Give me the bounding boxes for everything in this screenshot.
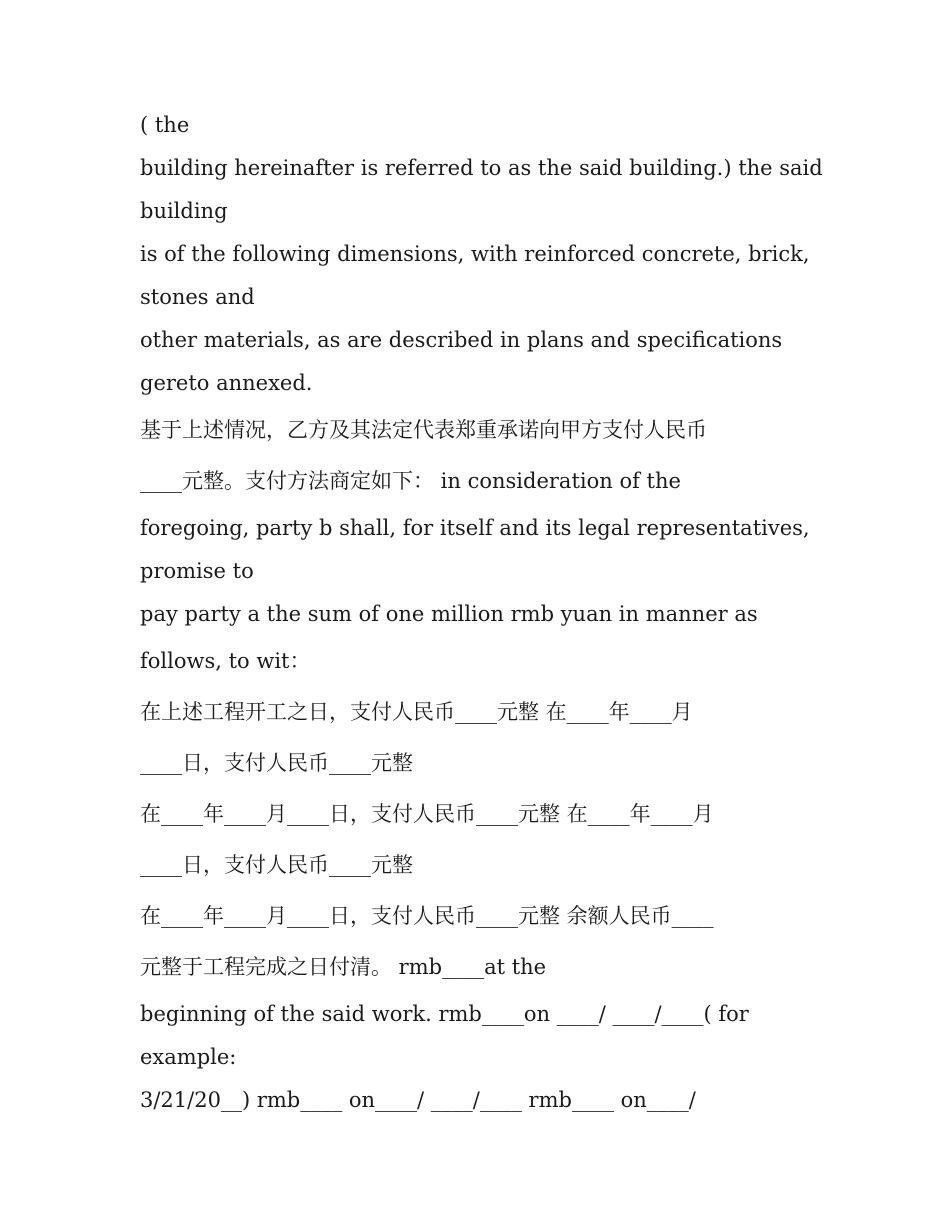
- text-line: 基于上述情况，乙方及其法定代表郑重承诺向甲方支付人民币: [140, 418, 707, 442]
- text-line: 在____年____月____日，支付人民币____元整 余额人民币____: [140, 904, 714, 928]
- text-line: building: [140, 199, 228, 223]
- text-line: 3/21/20__) rmb____ on____/ ____/____ rmb____ on____/: [140, 1088, 696, 1112]
- text-line: stones and: [140, 285, 255, 309]
- text-line: ( the: [140, 113, 190, 137]
- text-line: example:: [140, 1045, 237, 1069]
- text-line: foregoing, party b shall, for itself and its legal representatives,: [140, 516, 810, 540]
- text-line: ____日，支付人民币____元整: [140, 751, 413, 775]
- text-line: is of the following dimensions, with reinforced concrete, brick,: [140, 242, 810, 266]
- text-line: follows, to wit：: [140, 649, 311, 673]
- text-line: 元整于工程完成之日付清。 rmb____at the: [140, 955, 547, 979]
- text-line: ____日，支付人民币____元整: [140, 853, 413, 877]
- text-line: building hereinafter is referred to as the said building.) the said: [140, 156, 823, 180]
- text-line: pay party a the sum of one million rmb yuan in manner as: [140, 602, 758, 626]
- text-line: beginning of the said work. rmb____on ____/ ____/____( for: [140, 1002, 749, 1026]
- text-line: other materials, as are described in plans and specifications: [140, 328, 783, 352]
- text-line: gereto annexed.: [140, 371, 313, 395]
- text-line: ____元整。支付方法商定如下： in consideration of the: [140, 469, 681, 493]
- text-line: 在上述工程开工之日，支付人民币____元整 在____年____月: [140, 700, 693, 724]
- document-body: [140, 104, 823, 1122]
- text-line: promise to: [140, 559, 254, 583]
- text-line: 在____年____月____日，支付人民币____元整 在____年____月: [140, 802, 714, 826]
